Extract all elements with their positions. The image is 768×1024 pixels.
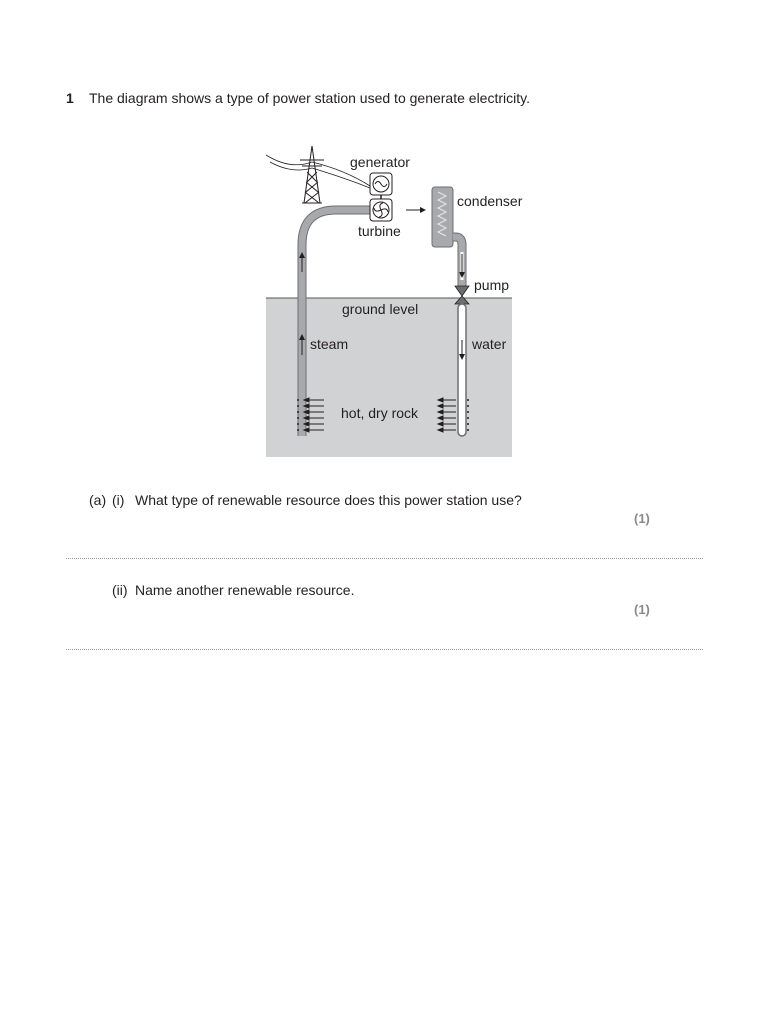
marks-a-i: (1) [634,511,650,526]
subpart-label-ii: (ii) [112,582,128,598]
label-hot-dry-rock: hot, dry rock [341,405,419,421]
answer-line-a-ii[interactable] [66,649,703,650]
label-generator: generator [350,154,410,170]
condenser-icon [432,187,453,247]
label-ground-level: ground level [342,301,419,317]
question-a-ii-text: Name another renewable resource. [135,582,355,598]
question-stem: The diagram shows a type of power station used to generate electricity. [89,90,530,106]
label-turbine: turbine [358,223,401,239]
question-number: 1 [66,90,74,106]
label-condenser: condenser [457,193,523,209]
question-a-i-text: What type of renewable resource does this power station use? [135,492,522,508]
geothermal-power-station-diagram [260,140,540,460]
label-water: water [472,336,507,352]
marks-a-ii: (1) [634,602,650,617]
pylon-icon [300,146,324,203]
part-label-a: (a) [89,492,107,508]
answer-line-a-i[interactable] [66,558,703,559]
label-steam: steam [310,336,349,352]
pump-icon [455,286,469,304]
label-pump: pump [474,277,510,293]
subpart-label-i: (i) [112,492,125,508]
injection-well [458,304,466,436]
